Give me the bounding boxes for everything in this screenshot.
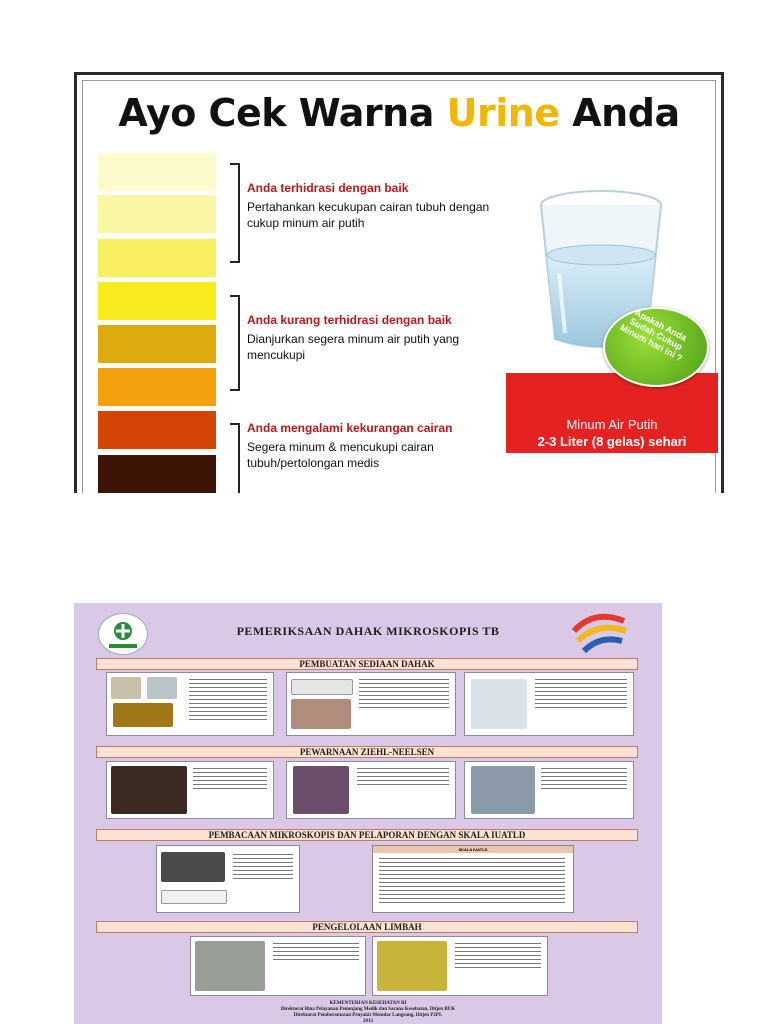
footer-line-4: 2012 — [363, 1019, 373, 1024]
group-title: Anda kurang terhidrasi dengan baik — [247, 313, 452, 327]
panel-text — [455, 943, 541, 971]
section-header-1: PEMBUATAN SEDIAAN DAHAK — [96, 658, 638, 670]
microscope-photo — [161, 852, 225, 882]
group-title: Anda mengalami kekurangan cairan — [247, 421, 453, 435]
waste-container-photo — [195, 941, 265, 991]
color-swatch-3 — [98, 239, 216, 277]
panel-1c — [464, 672, 634, 736]
drink-advice-box — [506, 373, 718, 453]
table-rows — [379, 858, 565, 906]
section-header-2: PEWARNAAN ZIEHL-NEELSEN — [96, 746, 638, 758]
title-part1: Ayo Cek Warna — [118, 91, 447, 135]
poster-title — [77, 91, 721, 135]
photo-3 — [113, 703, 173, 727]
panel-text — [535, 679, 627, 711]
hydration-group-2 — [247, 313, 497, 363]
footer-line-2: Direktorat Bina Pelayanan Penunjang Medik dan Sarana Kesehatan, Ditjen BUK — [280, 1007, 456, 1012]
title-highlight: Urine — [446, 91, 560, 135]
color-swatch-8 — [98, 455, 216, 493]
slide-reading-photo — [161, 890, 227, 904]
burner-photo — [471, 679, 527, 729]
badge-text: Apakah Anda Sudah Cukup Minum hari ini ? — [618, 307, 689, 364]
advice-line-2: 2-3 Liter (8 gelas) sehari — [537, 434, 687, 449]
panel-text — [541, 768, 627, 792]
photo-2 — [147, 677, 177, 699]
color-swatch-6 — [98, 368, 216, 406]
hydration-group-1 — [247, 181, 497, 231]
panel-1a — [106, 672, 274, 736]
panel-3a — [156, 845, 300, 913]
staining-photo — [293, 766, 349, 814]
question-badge — [603, 307, 709, 387]
panel-text — [233, 854, 293, 882]
color-swatch-4 — [98, 282, 216, 320]
panel-text — [357, 768, 449, 788]
slide-photo — [291, 679, 353, 695]
poster2-footer — [74, 1001, 662, 1024]
panel-text — [189, 679, 267, 723]
bracket-group-3 — [230, 423, 240, 493]
panel-4a — [190, 936, 366, 996]
advice-line-1: Minum Air Putih — [566, 417, 658, 432]
program-logo — [564, 613, 632, 653]
panel-2b — [286, 761, 456, 819]
urine-color-poster — [74, 72, 724, 493]
panel-2c — [464, 761, 634, 819]
footer-line-1: KEMENTERIAN KESEHATAN RI — [329, 1001, 407, 1006]
panel-text — [193, 768, 267, 792]
title-part2: Anda — [559, 91, 680, 135]
section-header-3: PEMBACAAN MIKROSKOPIS DAN PELAPORAN DENGAN SKALA IUATLD — [96, 829, 638, 841]
bracket-group-1 — [230, 163, 240, 263]
heating-photo — [111, 766, 187, 814]
poster2-title: PEMERIKSAAN DAHAK MIKROSKOPIS TB — [236, 624, 500, 638]
group-text: Segera minum & mencukupi cairan tubuh/pertolongan medis — [247, 440, 434, 470]
panel-text — [273, 943, 359, 963]
disposal-photo — [377, 941, 447, 991]
footer-line-3: Direktorat Pemberantasan Penyakit Menular Langsung, Ditjen P2PL — [293, 1013, 443, 1018]
smear-photo — [291, 699, 351, 729]
group-text: Pertahankan kecukupan cairan tubuh dengan cukup minum air putih — [247, 200, 490, 230]
color-swatch-2 — [98, 195, 216, 233]
panel-1b — [286, 672, 456, 736]
panel-2a — [106, 761, 274, 819]
hydration-group-3 — [247, 421, 497, 471]
panel-text — [359, 679, 449, 711]
color-swatch-1 — [98, 153, 216, 191]
table-title: SKALA IUATLD — [373, 846, 573, 853]
rinse-photo — [471, 766, 535, 814]
group-text: Dianjurkan segera minum air putih yang mencukupi — [247, 332, 460, 362]
iuatld-scale-table — [372, 845, 574, 913]
color-swatch-7 — [98, 411, 216, 449]
tb-sputum-poster — [74, 603, 662, 1024]
photo-1 — [111, 677, 141, 699]
panel-4b — [372, 936, 548, 996]
bracket-group-2 — [230, 295, 240, 391]
section-header-4: PENGELOLAAN LIMBAH — [96, 921, 638, 933]
color-swatch-5 — [98, 325, 216, 363]
group-title: Anda terhidrasi dengan baik — [247, 181, 409, 195]
